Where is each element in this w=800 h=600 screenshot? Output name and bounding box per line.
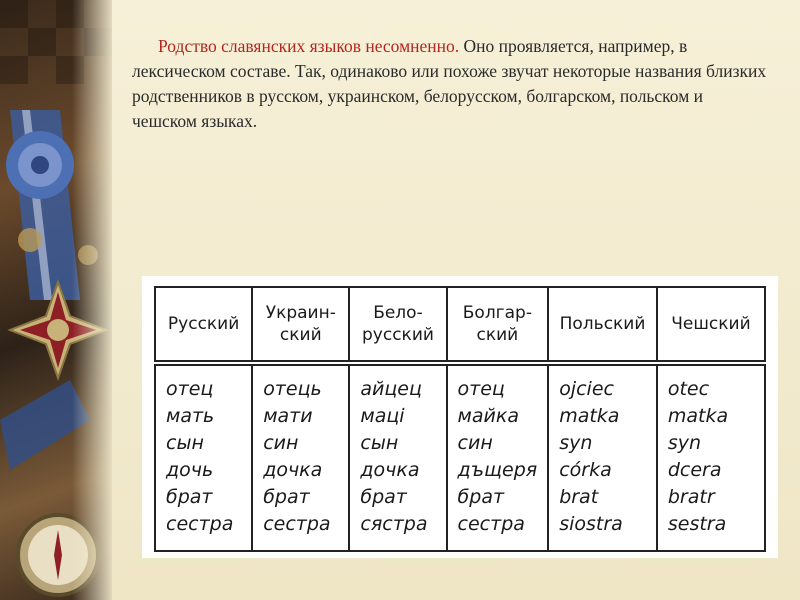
word-cell: siostra [559, 513, 623, 535]
word-cell: сын [360, 432, 399, 454]
word-cell: айцец [360, 378, 422, 400]
word-cell: сын [166, 432, 204, 454]
intro-lead-sentence: Родство славянских языков несомненно. [158, 36, 460, 56]
header-text-line: ский [476, 325, 519, 345]
column-polish [548, 363, 657, 551]
column-russian [155, 363, 252, 551]
word-cell: отец [166, 378, 214, 400]
header-text-line: русский [362, 325, 434, 345]
column-bulgarian [447, 363, 549, 551]
word-cell: dcera [667, 459, 722, 481]
word-cell: сястра [360, 513, 428, 535]
table-panel [142, 276, 778, 558]
word-cell: syn [559, 432, 593, 454]
header-text-line: Польский [559, 314, 646, 334]
word-cell: брат [360, 486, 407, 508]
column-ukrainian [252, 363, 349, 551]
header-czech [657, 287, 765, 363]
column-belarusian [349, 363, 446, 551]
word-cell: ojciec [559, 378, 614, 400]
header-text-line: ский [279, 325, 322, 345]
table-body-row [155, 363, 765, 551]
word-cell: brat [559, 486, 599, 508]
word-cell: маці [360, 405, 405, 427]
word-cell: дочка [263, 459, 323, 481]
header-text-line: Чешский [671, 314, 751, 334]
word-cell: дочь [166, 459, 214, 481]
word-cell: брат [166, 486, 213, 508]
intro-rest-text: Оно проявляется, например, в лексическом составе. Так, одинаково или похоже звучат некоторые названия близких родственников в русском, украинском, белорусском, болгарском, польском и чешском языках. [132, 36, 767, 131]
sidebar-medal-compass-image [0, 0, 112, 600]
word-cell: сестра [263, 513, 331, 535]
kinship-words-table [154, 286, 766, 552]
header-belarusian [349, 287, 446, 363]
header-text-line: Болгар- [462, 303, 532, 323]
word-cell: córka [559, 459, 612, 481]
header-text-line: Украин- [265, 303, 336, 323]
word-cell: мати [263, 405, 313, 427]
word-cell: matka [559, 405, 620, 427]
word-cell: сестра [166, 513, 234, 535]
word-cell: брат [263, 486, 310, 508]
word-cell: мать [166, 405, 215, 427]
header-polish [548, 287, 657, 363]
table-header-row [155, 287, 765, 363]
word-cell: дочка [360, 459, 420, 481]
word-cell: отец [457, 378, 505, 400]
word-cell: отець [263, 378, 322, 400]
word-cell: син [263, 432, 299, 454]
header-russian [155, 287, 252, 363]
header-text-line: Русский [167, 314, 240, 334]
word-cell: дъщеря [457, 459, 538, 481]
header-bulgarian [447, 287, 549, 363]
word-cell: bratr [667, 486, 715, 508]
column-czech [657, 363, 765, 551]
word-cell: сестра [457, 513, 525, 535]
word-cell: matka [667, 405, 729, 427]
intro-paragraph [132, 34, 772, 134]
word-cell: брат [457, 486, 505, 508]
word-cell: син [457, 432, 493, 454]
header-ukrainian [252, 287, 349, 363]
word-cell: sestra [667, 513, 727, 535]
word-cell: syn [667, 432, 702, 454]
word-cell: otec [667, 378, 710, 400]
header-text-line: Бело- [373, 303, 423, 323]
word-cell: майка [457, 405, 519, 427]
